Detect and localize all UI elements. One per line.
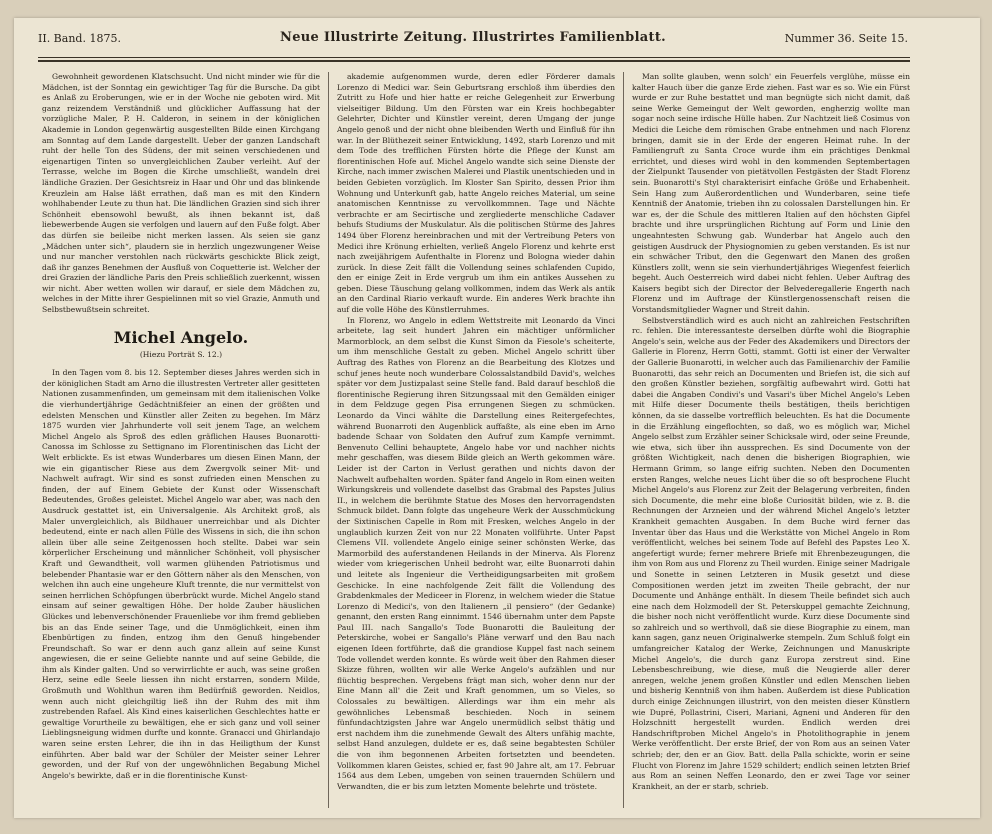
- article-body-paragraph: Selbstverständlich wird es auch nicht an zahlreichen Festschriften rc. fehlen. Die interessanteste derselben dürfte wohl die Biographie Angelo's sein, welche aus der Feder des Akademikers und Directors der Gallerie in Florenz, Herrn Gotti, stammt. Gotti ist einer der Verwalter der Gallerie Buonarotti, in welcher auch das Familienarchiv der Familie Buonarotti, das sehr reich an Documenten und Briefen ist, die sich auf den großen Künstler beziehen, sorgfältig aufbewahrt wird. Gotti hat dabei die Angaben Condivi's und Vasari's über Michel Angelo's Leben mit Hilfe dieser Documente theils bestätigen, theils berichtigen können, da sie dasselbe vortrefflich beleuchten. Es hat die Documente in die Erzählung eingeflochten, so daß, wo es möglich war, Michel Angelo selbst zum Erzähler seiner Schicksale wird, oder seine Freunde, wie etwa, sich über ihn aussprechen. Es sind Documente von der größten Wichtigkeit, nach denen die bisherigen Biographien, wie Hermann Grimm, so lange eifrig suchten. Neben den Documenten ersten Ranges, welche neues Licht über die so oft besprochene Flucht Michel Angelo's aus Florenz zur Zeit der Belagerung verbreiten, finden sich Documente, die mehr eine bloße Curiosität bilden, wie z. B. die Rechnungen der Arzneien und der während Michel Angelo's letzter Krankheit gemachten Ausgaben. In dem Buche wird ferner das Inventar über das Haus und die Werkstätte von Michel Angelo in Rom veröffentlicht, welches bei seinem Tode auf Befehl des Papstes Leo X. angefertigt wurde; ferner mehrere Briefe mit Ehrenbezeugungen, die ihm von Rom aus und Florenz zu Theil wurden. Einige seiner Madrigale und Sonette in seinen Letzteren in Musik gesetzt und diese Compositionen werden jetzt im zweiten Theile gebracht, der nur Documente und Anhänge enthält. In diesem Theile befindet sich auch eine nach dem Holzmodell der St. Peterskuppel gemachte Zeichnung, die bisher noch nicht veröffentlicht wurde. Kurz diese Documente sind so zahlreich und so werthvoll, daß sie diese Biographie zu einem, man kann sagen, ganz neuen Originalwerke stempeln. Zum Schluß folgt ein umfangreicher Katalog der Werke, Zeichnungen und Manuskripte Michel Angelo's, die durch ganz Europa zerstreut sind. Eine Lebensbeschreibung, wie diese, muß die Neugierde aller derer anregen, welche jenem großen Künstler und edlen Menschen lieben und bisherig Kenntniß von ihm haben. Außerdem ist diese Publication durch einige Zeichnungen illustrirt, von den meisten dieser Künstlern wie Dupré, Pollastrini, Ciseri, Mariani, Agneni und Anderen für den Holzschnitt hergestellt wurden. Endlich werden drei Handschriftproben Michel Angelo's in Photolithographie in jenem Werke veröffentlicht. Der erste Brief, der von Rom aus an seinen Vater schrieb; der, den er an Giov. Batt. della Palla schickte, worin er seine Flucht von Florenz im Jahre 1529 schildert; endlich seinen letzten Brief aus Rom an seinen Neffen Leonardo, den er zwei Tage vor seiner Krankheit, an der er starb, schrieb.: [632, 315, 910, 791]
- article-body-paragraph: akademie aufgenommen wurde, deren edler Förderer damals Lorenzo di Medici war. Sein Geburtsrang erschloß ihm überdies den Zutritt zu Hofe und hier hatte er reiche Gelegenheit zur Erwerbung vielseitiger Bildung. Um den Fürsten war ein Kreis hochbegabter Gelehrter, Dichter und Künstler vereint, deren Umgang der junge Angelo genoß und der nicht ohne bleibenden Werth und Einfluß für ihn war. In der Blüthezeit seiner Entwicklung, 1492, starb Lorenzo und mit dem Tode des trefflichen Fürsten hörte die Pflege der Kunst am florentinischen Hofe auf. Michel Angelo wandte sich seine Dienste der Kirche, nach immer zwischen Malerei und Plastik unentschieden und in beiden Gebieten vorzüglich. Im Kloster San Spirito, dessen Prior ihm Wohnung und Unterkunft gab, hatte Angelo reiches Material, um seine anatomischen Kenntnisse zu vervollkommnen. Tage und Nächte verbrachte er am Secirtische und zergliederte menschliche Cadaver behufs Studiums der Muskulatur. Als die politischen Stürme des Jahres 1494 über Florenz hereinbrachen und mit der Vertreibung Peters von Medici ihre Krönung erhielten, verließ Angelo Florenz und kehrte erst nach zweijährigem Aufenthalte in Florenz und Bologna wieder dahin zurück. In diese Zeit fällt die Vollendung seines schlafenden Cupido, den er einige Zeit in Erde vergrub um ihm ein antikes Aussehen zu geben. Diese Täuschung gelang vollkommen, indem das Werk als antik an den Cardinal Riario verkauft wurde. Ein anderes Werk brachte ihn auf die volle Höhe des Künstlerruhmes.: [337, 72, 615, 315]
- page-header: [38, 30, 908, 52]
- header-rule: [38, 57, 910, 58]
- masthead-title: Neue Illustrirte Zeitung. Illustrirtes Familienblatt.: [280, 30, 666, 45]
- column-2: [337, 72, 615, 808]
- issue-page-number: Nummer 36. Seite 15.: [784, 32, 908, 45]
- column-divider: [328, 72, 329, 808]
- article-title: Michel Angelo.: [113, 327, 249, 347]
- column-1: [42, 72, 320, 808]
- article-body-paragraph: In Florenz, wo Angelo in edlem Wettstreite mit Leonardo da Vinci arbeitete, lag seit hundert Jahren ein mächtiger unförmlicher Marmorblock, an dem selbst die Kunst Simon da Fiesole's scheiterte, um ihm menschliche Gestalt zu geben. Michel Angelo schritt über Auftrag des Rathes von Florenz an die Bearbeitung des Klotzes und schuf jenes heute noch wunderbare Colossalstandbild David's, welches später vor dem Justizpalast seine Stelle fand. Bald darauf beschloß die florentinische Regierung ihren Sitzungssaal mit den Gemälden einiger in dem Feldzuge gegen Pisa errungenen Siegen zu schmücken. Leonardo da Vinci wählte die Darstellung eines Reitergefechtes, während Buonarroti den Augenblick auffaßte, als eine eben im Arno badende Schaar von Soldaten den Aufruf zum Kampfe vernimmt. Benvenuto Cellini behauptete, Angelo habe vor und nachher nichts mehr geschaffen, was diesem Bilde gleich an Werth gekommen wäre. Leider ist der Carton in Verlust gerathen und nichts davon der Nachwelt aufbehalten worden. Später fand Angelo in Rom einen weiten Wirkungskreis und vollendete daselbst das Grabmal des Papstes Julius II., in welchem die berühmte Statue des Moses den hervorragendsten Schmuck bildet. Dann folgte das ungeheure Werk der Ausschmückung der Sixtinischen Capelle in Rom mit Fresken, welches Angelo in der unglaublich kurzen Zeit von nur 22 Monaten vollführte. Unter Papst Clemens VII. vollendete Angelo einige seiner schönsten Werke, das Marmorbild des auferstandenen Heilands in der Minerva. Als Florenz wieder vom kriegerischen Unheil bedroht war, eilte Buonarroti dahin und leitete als Ingenieur die Vertheidigungsarbeiten mit großem Geschicke. In eine nachfolgende Zeit fällt die Vollendung des Grabdenkmales der Mediceer in Florenz, in welchem wieder die Statue Lorenzo di Medici's, von den Italienern „il pensiero“ (der Gedanke) genannt, den ersten Rang einnimmt. 1546 übernahm unter dem Papste Paul III. nach Sangallo's Tode Buonarotti die Bauleitung der Peterskirche, wobei er Sangallo's Pläne verwarf und den Bau nach eigenen Ideen fortführte, daß die grandiose Kuppel fast nach seinem Tode vollendet werden konnte. Es würde weit über den Rahmen dieser Skizze führen, wollten wir alle Werke Angelo's aufzählen und nur flüchtig besprechen. Vergebens frägt man sich, woher denn nur der Eine Mann all' die Zeit und Kraft genommen, um so Vieles, so Colossales zu bewältigen. Allerdings war ihm ein mehr als gewöhnliches Lebensmaß beschieden. Noch in seinem fünfundachtzigsten Jahre war Angelo unermüdlich selbst thätig und erst nachdem ihm die zunehmende Gewalt des Alters unfähig machte, selbst Hand anzulegen, duldete er es, daß seine begabtesten Schüler die von ihm begonnenen Arbeiten fortsetzten und beendeten. Vollkommen klaren Geistes, schied er, fast 90 Jahre alt, am 17. Februar 1564 aus dem Leben, umgeben von seinen trauernden Schülern und Verwandten, die er bis zum letzten Momente belehrte und tröstete.: [337, 315, 615, 791]
- article-body-paragraph: In den Tagen vom 8. bis 12. September dieses Jahres werden sich in der königlichen Stadt am Arno die illustresten Vertreter aller gesitteten Nationen zusammenfinden, um gemeinsam mit dem italienischen Volke die vierhundertjährige Gedächtnißfeier an einen der größten und edelsten Menschen und Künstler aller Zeiten zu begehen. Im März 1875 wurden vier Jahrhunderte voll seit jenem Tage, an welchem Michel Angelo als Sproß des edlen gräflichen Hauses Buonarotti-Canossa im Schlosse zu Settignano im Florentinischen das Licht der Welt erblickte. Es ist etwas Wunderbares um diesen Einen Mann, der wie ein gigantischer Riese aus dem Zwergvolk seiner Mit- und Nachwelt aufragt. Wir sind es sonst zufrieden einen Menschen zu finden, der auf Einem Gebiete der Kunst oder Wissenschaft Bedeutendes, Großes geleistet. Michel Angelo war aber, was nach den Ausdruck gestattet ist, ein Universalgenie. Als Architekt groß, als Maler unvergleichlich, als Bildhauer unerreichbar und als Dichter bedeutend, einte er nach allen Fülle des Wissens in sich, die ihn schon allein über alle seine Zeitgenossen hoch stellte. Dabei war sein körperlicher Erscheinung und männlicher Schönheit, voll physischer Kraft und Gewandtheit, voll warmen glühenden Patriotismus und belebender Phantasie war er den Göttern näher als den Menschen, von welchen ihn auch eine ungeheure Kluft trennte, die nur vermittelst von seinen herrlichen Schöpfungen überbrückt wurde. Michel Angelo stand einsam auf seiner gewaltigen Höhe. Der holde Zauber häuslichen Glückes und lebenverschönender Frauenliebe vor ihm fremd geblieben bis an das Ende seiner Tage, und die Unmöglichkeit, einen ihm Ebenbürtigen zu finden, entzog ihm den Genuß hingebender Freundschaft. So war er denn auch ganz allein auf seine Kunst angewiesen, die er seine Geliebte nannte und auf seine Gebilde, die ihm als Kinder galten. Und so verwirrlichte er auch, was seine großen Herz, seine edle Seele liessen ihn nicht erstarren, sondern Milde, Großmuth und Wohlthun waren ihm Bedürfniß geworden. Neidlos, wenn auch nicht gleichgiltig ließ ihn der Ruhm des mit ihm zustrebenden Rafael. Als Kind eines kaiserlichen Geschlechtes hatte er gewaltige Vorurtheile zu bewältigen, ehe er sich ganz und voll seiner Lieblingsneigung widmen durfte und konnte. Granacci und Ghirlandajo waren seine ersten Lehrer, die ihn in das Heiligthum der Kunst einführten. Aber bald war der Schüler der Meister seiner Lehrer geworden, und der Ruf von der ungewöhnlichen Begabung Michel Angelo's bewirkte, daß er in die florentinische Kunst-: [42, 368, 320, 780]
- header-rule-thick: [38, 60, 910, 62]
- volume-year: II. Band. 1875.: [38, 32, 121, 45]
- article-subtitle: (Hiezu Porträt S. 12.): [139, 349, 223, 359]
- intro-paragraph: Gewohnheit gewordenen Klatschsucht. Und nicht minder wie für die Mädchen, ist der Sonntag ein gewichtiger Tag für die Bursche. Da gibt es Anlaß zu Eroberungen, wie er in der Woche nie geboten wird. Mit ganz reizendem Verständniß und glücklicher Auffassung hat der vorzügliche Maler, P. H. Calderon, in seinem in der königlichen Akademie in London gegenwärtig ausgestellten Bilde einen Kirchgang am Sonntag auf dem Lande dargestellt. Ueber der ganzen Landschaft ruht der helle Ton des Südens, der mit seinen verschiedenen und eigenartigen Tinten so unvergleichlichen Zauber verleiht. Auf der Terrasse, welche im Bogen die Kirche umschließt, wandeln drei ländliche Grazien. Der Gesichtsreiz in Haar und Ohr und das blinkende Kreuzlein am Halse läßt errathen, daß man es mit den Kindern wohlhabender Leute zu thun hat. Die ländlichen Grazien sind sich ihrer Schönheit ebensowohl bewußt, als ihnen bekannt ist, daß liebewerbende Augen sie verfolgen und lauern auf den Fuße folgt. Aber das dürfen sie beileibe nicht merken lassen. Als seien sie ganz „Mädchen unter sich“, plaudern sie in herzlich ungezwungener Weise und nur mancher verstohlen nach rückwärts geschickte Blick zeigt, daß ihr ganzes Benehmen der Ausfluß von Coquetterie ist. Welcher der drei Grazien der ländliche Paris den Preis schließlich zuerkennt, wissen wir nicht. Aber wetten wollen wir darauf, er siele dem Mädchen zu, welches in der Mitte ihrer Gespielinnen mit so viel Grazie, Anmuth und Selbstbewußtsein schreitet.: [42, 72, 320, 315]
- article-body-paragraph: Man sollte glauben, wenn solch' ein Feuerfels verglühe, müsse ein kalter Hauch über die ganze Erde ziehen. Fast war es so. Wie ein Fürst wurde er zur Ruhe bestattet und man begnügte sich nicht damit, daß seine Werke Gemeingut der Welt geworden, engherzig wollte man sogar noch seine irdische Hülle haben. Zur Nachtzeit ließ Cosimus von Medici die Leiche dem römischen Grabe entnehmen und nach Florenz bringen, damit sie in der Erde der engeren Heimat ruhe. In der Familiengruft zu Santa Croce wurde ihm ein prächtiges Denkmal errichtet, und dieses wird wohl in den kommenden Septembertagen der Zielpunkt Tausender von pietätvollen Festgästen der Stadt Florenz sein. Buonarotti's Styl charakterisirt einfache Größe und Erhabenheit. Sein Hang zum Außerordentlichen und Wunderbaren, seine tiefe Kenntniß der Anatomie, trieben ihn zu colossalen Darstellungen hin. Er war es, der die Schule des mittleren Italien auf den höchsten Gipfel brachte und ihre ursprünglichen Richtung auf Form und Linie den ungeahntesten Schwung gab. Wunderbar hat Angelo auch den geistigen Ausdruck der Physiognomien zu geben verstanden. Es ist nur ein schwächer Tribut, den die Gegenwart den Manen des großen Künstlers zollt, wenn sie sein vierhundertjähriges Wiegenfest feierlich begeht. Auch Oesterreich wird dabei nicht fehlen. Ueber Auftrag des Kaisers begibt sich der Director der Belvederegallerie Engerth nach Florenz und im Auftrage der Künstlergenossenschaft reisen die Vorstandsmitglieder Wagner und Streit dahin.: [632, 72, 910, 315]
- column-divider: [623, 72, 624, 808]
- column-3: [632, 72, 910, 808]
